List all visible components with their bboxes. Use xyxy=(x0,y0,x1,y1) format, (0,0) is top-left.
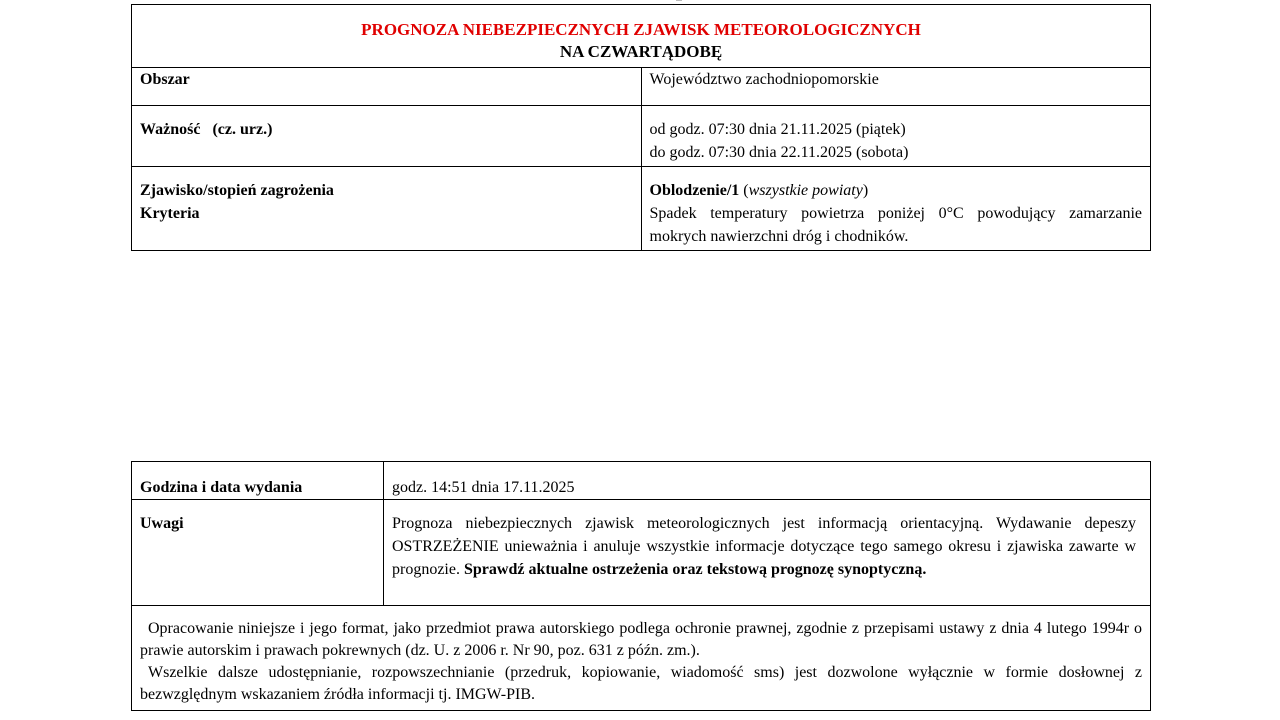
area-value: Województwo zachodniopomorskie xyxy=(641,68,1151,106)
copyright-paragraph-1: Opracowanie niniejsze i jego format, jako przedmiot prawa autorskiego podlega ochronie prawnej, zgodnie z przepisami ustawy z dnia 4 lutego 1994r o prawie autorskim i prawach pokrewnych (dz. U. z 2006 r. Nr 90, poz. 631 z późn. zm.). xyxy=(140,620,1142,659)
phenomenon-label xyxy=(132,167,642,251)
remarks-bold-text: Sprawdź aktualne ostrzeżenia oraz tekstową prognozę synoptyczną. xyxy=(463,561,927,578)
phenomenon-scope-close: ) xyxy=(862,182,869,199)
phenomenon-name: Oblodzenie/1 xyxy=(649,182,740,199)
phenomenon-title-line xyxy=(650,179,1143,202)
footer-row xyxy=(132,606,1151,711)
phenomenon-row xyxy=(132,167,1151,251)
area-label: Obszar xyxy=(132,68,642,106)
phenomenon-criteria: Spadek temperatury powietrza poniżej 0°C powodujący zamarzanie mokrych nawierzchni dróg i chodników. xyxy=(649,205,1142,245)
forecast-table xyxy=(131,4,1151,251)
issued-row xyxy=(132,462,1151,500)
title-cell xyxy=(132,5,1151,68)
validity-label xyxy=(132,106,642,167)
validity-from: od godz. 07:30 dnia 21.11.2025 (piątek) xyxy=(649,121,906,138)
phenomenon-scope: wszystkie powiaty xyxy=(748,182,863,199)
remarks-label: Uwagi xyxy=(132,500,384,606)
copyright-paragraph-2: Wszelkie dalsze udostępnianie, rozpowszechnianie (przedruk, kopiowanie, wiadomość sms) jest dozwolone wyłącznie w formie dosłownej z bezwzględnym wskazaniem źródła informacji tj. IMGW-PIB. xyxy=(140,664,1142,703)
phenomenon-label-line1: Zjawisko/stopień zagrożenia xyxy=(140,182,334,199)
phenomenon-scope-open: ( xyxy=(739,182,749,199)
validity-value xyxy=(641,106,1151,167)
copyright-notice xyxy=(132,606,1151,711)
issued-label: Godzina i data wydania xyxy=(132,462,384,500)
validity-row xyxy=(132,106,1151,167)
validity-label-text: Ważność (cz. urz.) xyxy=(140,121,273,138)
phenomenon-value xyxy=(641,167,1151,251)
validity-to: do godz. 07:30 dnia 22.11.2025 (sobota) xyxy=(649,144,909,161)
issued-value: godz. 14:51 dnia 17.11.2025 xyxy=(384,462,1151,500)
remarks-value xyxy=(384,500,1151,606)
remarks-text: Prognoza niebezpiecznych zjawisk meteorologicznych jest informacją orientacyjną. Wydawanie depeszy OSTRZEŻENIE unieważnia i anuluje wszystkie informacje dotyczące tego samego okresu i zjawiska zawarte w prognozie. xyxy=(392,515,1136,578)
page-top-mark xyxy=(676,0,682,3)
area-row xyxy=(132,68,1151,106)
phenomenon-label-line2: Kryteria xyxy=(140,205,200,222)
remarks-row xyxy=(132,500,1151,606)
document-subtitle: NA CZWARTĄDOBĘ xyxy=(559,42,723,61)
issue-table xyxy=(131,461,1151,711)
document-title: PROGNOZA NIEBEZPIECZNYCH ZJAWISK METEOROLOGICZNYCH xyxy=(361,20,921,39)
title-row xyxy=(132,5,1151,68)
